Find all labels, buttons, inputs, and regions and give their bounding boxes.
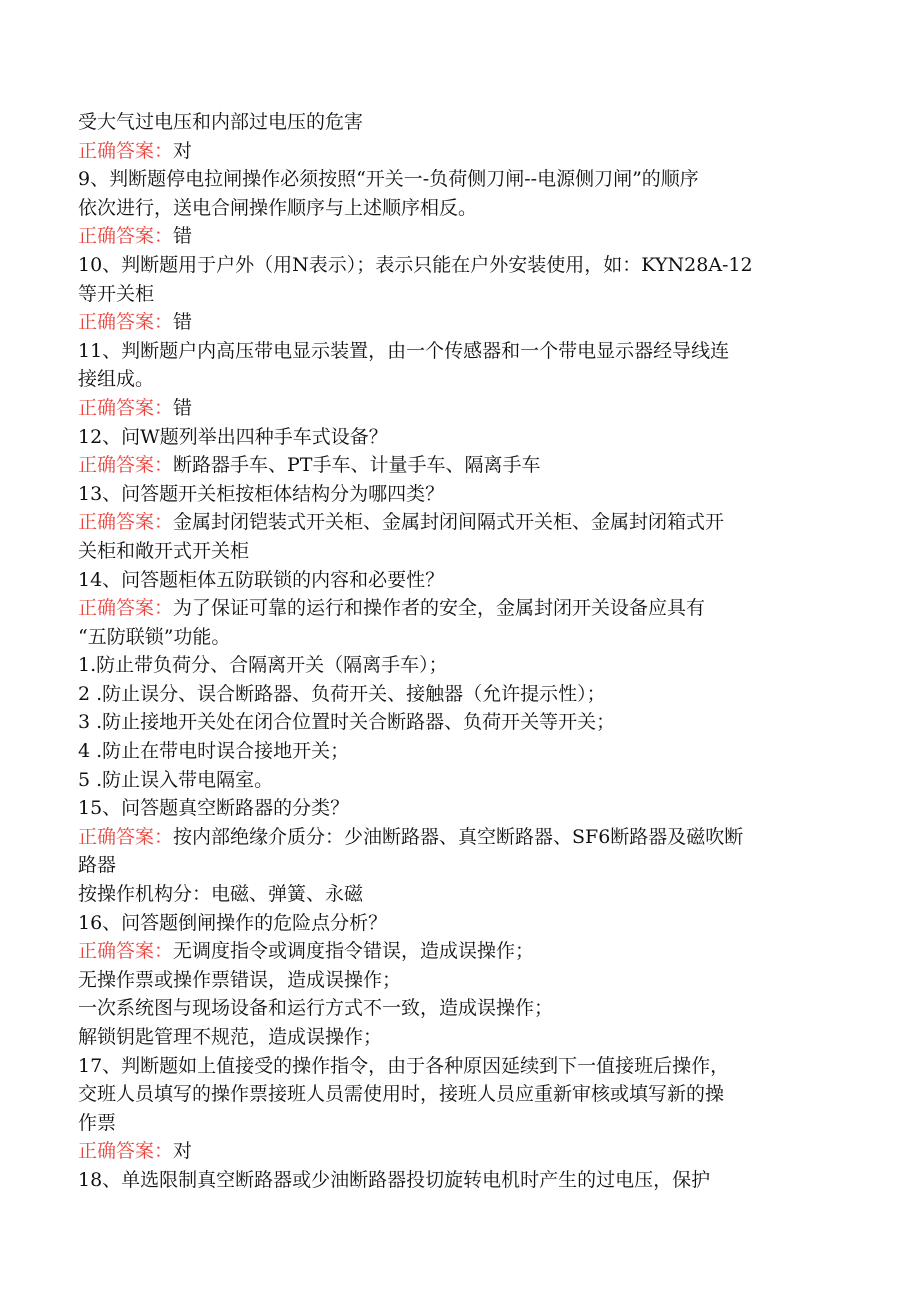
answer-text: 路器 — [78, 854, 117, 877]
question-item — [78, 423, 838, 480]
answer-line — [78, 594, 838, 623]
question-text: 依次进行，送电合闸操作顺序与上述顺序相反。 — [78, 196, 478, 219]
answer-label: 正确答案： — [78, 396, 174, 419]
answer-text: 关柜和敞开式开关柜 — [78, 539, 250, 562]
answer-text: 5 .防止误入带电隔室。 — [78, 768, 274, 791]
answer-text: 对 — [173, 1140, 193, 1163]
question-text: 17、判断题如上值接受的操作指令，由于各种原因延续到下一值接班后操作， — [78, 1054, 730, 1077]
answer-text: 为了保证可靠的运行和操作者的安全，金属封闭开关设备应具有 — [173, 597, 706, 620]
answer-line — [78, 222, 838, 251]
answer-text: 2 .防止误分、误合断路器、负荷开关、接触器（允许提示性）； — [78, 682, 606, 705]
answer-label: 正确答案： — [78, 1140, 174, 1163]
answer-label: 正确答案： — [78, 225, 174, 248]
question-item — [78, 251, 838, 337]
answer-text: 4 .防止在带电时误合接地开关； — [78, 740, 350, 763]
question-item — [78, 909, 838, 1052]
answer-text: 错 — [173, 225, 193, 248]
answer-text: 3 .防止接地开关处在闭合位置时关合断路器、负荷开关等开关； — [78, 711, 616, 734]
answer-text: 断路器手车、PT手车、计量手车、隔离手车 — [173, 454, 541, 477]
question-item — [78, 337, 838, 423]
answer-label: 正确答案： — [78, 139, 174, 162]
answer-label: 正确答案： — [78, 825, 174, 848]
answer-text: 无操作票或操作票错误，造成误操作； — [78, 968, 402, 991]
question-text: 16、问答题倒闸操作的危险点分析？ — [78, 911, 388, 934]
answer-text: 金属封闭铠装式开关柜、金属封闭间隔式开关柜、金属封闭箱式开 — [173, 511, 725, 534]
answer-text: 无调度指令或调度指令错误，造成误操作； — [173, 940, 535, 963]
answer-line — [78, 394, 838, 423]
question-item — [78, 1166, 838, 1195]
document-body — [78, 108, 838, 1195]
question-text: 作票 — [78, 1111, 117, 1134]
answer-text: 错 — [173, 396, 193, 419]
question-text: 9、判断题停电拉闸操作必须按照“开关一-负荷侧刀闸--电源侧刀闸”的顺序 — [78, 168, 699, 191]
answer-label: 正确答案： — [78, 511, 174, 534]
question-item — [78, 1052, 838, 1166]
question-text: 11、判断题户内高压带电显示装置，由一个传感器和一个带电显示器经导线连 — [78, 339, 730, 362]
question-text: 15、问答题真空断路器的分类？ — [78, 797, 350, 820]
question-text: 接组成。 — [78, 368, 155, 391]
question-text: 交班人员填写的操作票接班人员需使用时，接班人员应重新审核或填写新的操 — [78, 1083, 725, 1106]
answer-text: 对 — [173, 139, 193, 162]
question-item — [78, 480, 838, 566]
question-text: 10、判断题用于户外（用N表示）；表示只能在户外安装使用，如：KYN28A-12 — [78, 253, 753, 276]
answer-label: 正确答案： — [78, 311, 174, 334]
answer-text: 一次系统图与现场设备和运行方式不一致，造成误操作； — [78, 997, 554, 1020]
answer-line — [78, 308, 838, 337]
question-text: 受大气过电压和内部过电压的危害 — [78, 111, 364, 133]
answer-label: 正确答案： — [78, 940, 174, 963]
question-item — [78, 566, 838, 795]
question-item — [78, 108, 838, 165]
question-text: 14、问答题柜体五防联锁的内容和必要性？ — [78, 568, 445, 591]
answer-text: “五防联锁”功能。 — [78, 625, 231, 648]
question-text: 18、单选限制真空断路器或少油断路器投切旋转电机时产生的过电压，保护 — [78, 1168, 711, 1191]
answer-text: 错 — [173, 311, 193, 334]
answer-text: 按操作机构分：电磁、弹簧、永磁 — [78, 883, 364, 906]
answer-text: 按内部绝缘介质分：少油断路器、真空断路器、SF6断路器及磁吹断 — [173, 825, 744, 848]
question-text: 12、问W题列举出四种手车式设备？ — [78, 425, 388, 448]
answer-text: 解锁钥匙管理不规范，造成误操作； — [78, 1026, 383, 1048]
question-item — [78, 794, 838, 908]
answer-text: 1.防止带负荷分、合隔离开关（隔离手车）； — [78, 654, 448, 677]
question-text: 等开关柜 — [78, 282, 155, 305]
answer-line — [78, 451, 838, 480]
question-item — [78, 165, 838, 251]
answer-line — [78, 508, 838, 537]
answer-line — [78, 823, 838, 852]
answer-line — [78, 937, 838, 966]
answer-label: 正确答案： — [78, 597, 174, 620]
answer-line — [78, 137, 838, 166]
question-text: 13、问答题开关柜按柜体结构分为哪四类？ — [78, 482, 445, 505]
answer-line — [78, 1137, 838, 1166]
answer-label: 正确答案： — [78, 454, 174, 477]
